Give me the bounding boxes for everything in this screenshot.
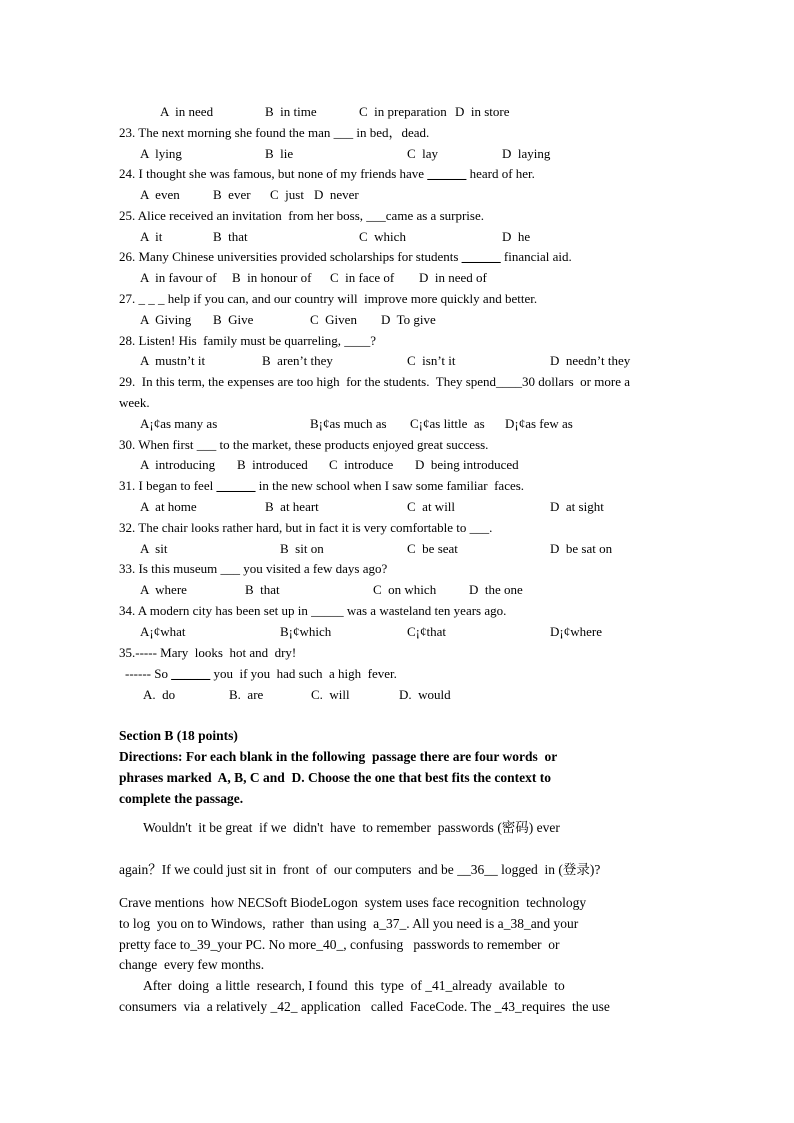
q28-option-b: B aren’t they — [262, 353, 333, 368]
q35-line2: ------ So ______ you if you had such a high fever. — [125, 666, 397, 681]
q35-option-c: C. will — [311, 687, 350, 702]
q35-option-b: B. are — [229, 687, 264, 702]
q22-option-a: A in need — [160, 104, 214, 119]
q34-option-c: C¡¢that — [407, 624, 446, 639]
q34-stem: 34. A modern city has been set up in _____ was a wasteland ten years ago. — [119, 603, 507, 618]
q30-option-d: D being introduced — [415, 457, 519, 472]
q29-option-a: A¡¢as many as — [140, 416, 218, 431]
passage-line-7: After doing a little research, I found this type of _41_already available to — [143, 978, 565, 993]
q28-option-c: C isn’t it — [407, 353, 456, 368]
q30-option-a: A introducing — [140, 457, 216, 472]
q24-stem: 24. I thought she was famous, but none of my friends have ______ heard of her. — [119, 166, 535, 181]
q33-option-d: D the one — [469, 582, 523, 597]
q29-option-d: D¡¢as few as — [505, 416, 573, 431]
q24-option-a: A even — [140, 187, 180, 202]
q31-stem: 31. I began to feel ______ in the new school when I saw some familiar faces. — [119, 478, 525, 493]
q26-option-d: D in need of — [419, 270, 487, 285]
q35-line1: 35.----- Mary looks hot and dry! — [119, 645, 297, 660]
q31-option-a: A at home — [140, 499, 197, 514]
q28-stem: 28. Listen! His family must be quarreling, ____? — [119, 333, 377, 348]
passage-line-4: to log you on to Windows, rather than using a_37_. All you need is a_38_and your — [119, 916, 579, 931]
q35-option-a: A. do — [143, 687, 176, 702]
q23-option-b: B lie — [265, 146, 294, 161]
section-title: Section B (18 points) — [119, 728, 238, 743]
q32-stem: 32. The chair looks rather hard, but in fact it is very comfortable to ___. — [119, 520, 493, 535]
q22-option-b: B in time — [265, 104, 317, 119]
q33-stem: 33. Is this museum ___ you visited a few days ago? — [119, 561, 388, 576]
q26-option-b: B in honour of — [232, 270, 312, 285]
q33-option-c: C on which — [373, 582, 437, 597]
q23-option-a: A lying — [140, 146, 182, 161]
q26-option-a: A in favour of — [140, 270, 217, 285]
q32-option-a: A sit — [140, 541, 168, 556]
q30-stem: 30. When first ___ to the market, these products enjoyed great success. — [119, 437, 489, 452]
q29-option-c: C¡¢as little as — [410, 416, 485, 431]
q32-option-b: B sit on — [280, 541, 324, 556]
q27-option-a: A Giving — [140, 312, 192, 327]
q27-option-d: D To give — [381, 312, 436, 327]
q27-stem: 27. _ _ _ help if you can, and our country will improve more quickly and better. — [119, 291, 538, 306]
q22-option-d: D in store — [455, 104, 510, 119]
passage-line-1: Wouldn't it be great if we didn't have to remember passwords (密码) ever — [143, 820, 560, 835]
passage-line-6: change every few months. — [119, 957, 265, 972]
q35-option-d: D. would — [399, 687, 451, 702]
q25-option-a: A it — [140, 229, 163, 244]
q30-option-c: C introduce — [329, 457, 394, 472]
q25-stem: 25. Alice received an invitation from her boss, ___came as a surprise. — [119, 208, 484, 223]
q22-option-c: C in preparation — [359, 104, 447, 119]
q23-option-c: C lay — [407, 146, 439, 161]
passage-line-2: again？If we could just sit in front of our computers and be __36__ logged in (登录)? — [119, 862, 601, 877]
q31-option-b: B at heart — [265, 499, 319, 514]
q34-option-b: B¡¢which — [280, 624, 332, 639]
q31-option-c: C at will — [407, 499, 456, 514]
q28-option-d: D needn’t they — [550, 353, 631, 368]
q26-stem: 26. Many Chinese universities provided scholarships for students ______ financial aid. — [119, 249, 572, 264]
q33-option-b: B that — [245, 582, 280, 597]
passage-line-3: Crave mentions how NECSoft BiodeLogon system uses face recognition technology — [119, 895, 587, 910]
q26-option-c: C in face of — [330, 270, 395, 285]
q29-option-b: B¡¢as much as — [310, 416, 387, 431]
q33-option-a: A where — [140, 582, 187, 597]
q24-option-d: D never — [314, 187, 359, 202]
q29-stem: 29. In this term, the expenses are too high for the students. They spend____30 dollars or more a — [119, 374, 630, 389]
q34-option-a: A¡¢what — [140, 624, 186, 639]
q29-stem-cont: week. — [119, 395, 150, 410]
passage-line-5: pretty face to_39_your PC. No more_40_, confusing passwords to remember or — [119, 937, 560, 952]
q28-option-a: A mustn’t it — [140, 353, 206, 368]
q25-option-c: C which — [359, 229, 406, 244]
q30-option-b: B introduced — [237, 457, 308, 472]
q27-option-c: C Given — [310, 312, 357, 327]
directions-line-1: Directions: For each blank in the following passage there are four words or — [119, 749, 558, 764]
q25-option-d: D he — [502, 229, 531, 244]
q23-stem: 23. The next morning she found the man ___ in bed，dead. — [119, 125, 430, 140]
q24-option-b: B ever — [213, 187, 251, 202]
q25-option-b: B that — [213, 229, 248, 244]
q32-option-d: D be sat on — [550, 541, 613, 556]
q34-option-d: D¡¢where — [550, 624, 602, 639]
passage-line-8: consumers via a relatively _42_ application called FaceCode. The _43_requires the use — [119, 999, 610, 1014]
q31-option-d: D at sight — [550, 499, 604, 514]
q24-option-c: C just — [270, 187, 304, 202]
directions-line-2: phrases marked A, B, C and D. Choose the one that best fits the context to — [119, 770, 551, 785]
directions-line-3: complete the passage. — [119, 791, 244, 806]
q32-option-c: C be seat — [407, 541, 458, 556]
q27-option-b: B Give — [213, 312, 254, 327]
q23-option-d: D laying — [502, 146, 551, 161]
